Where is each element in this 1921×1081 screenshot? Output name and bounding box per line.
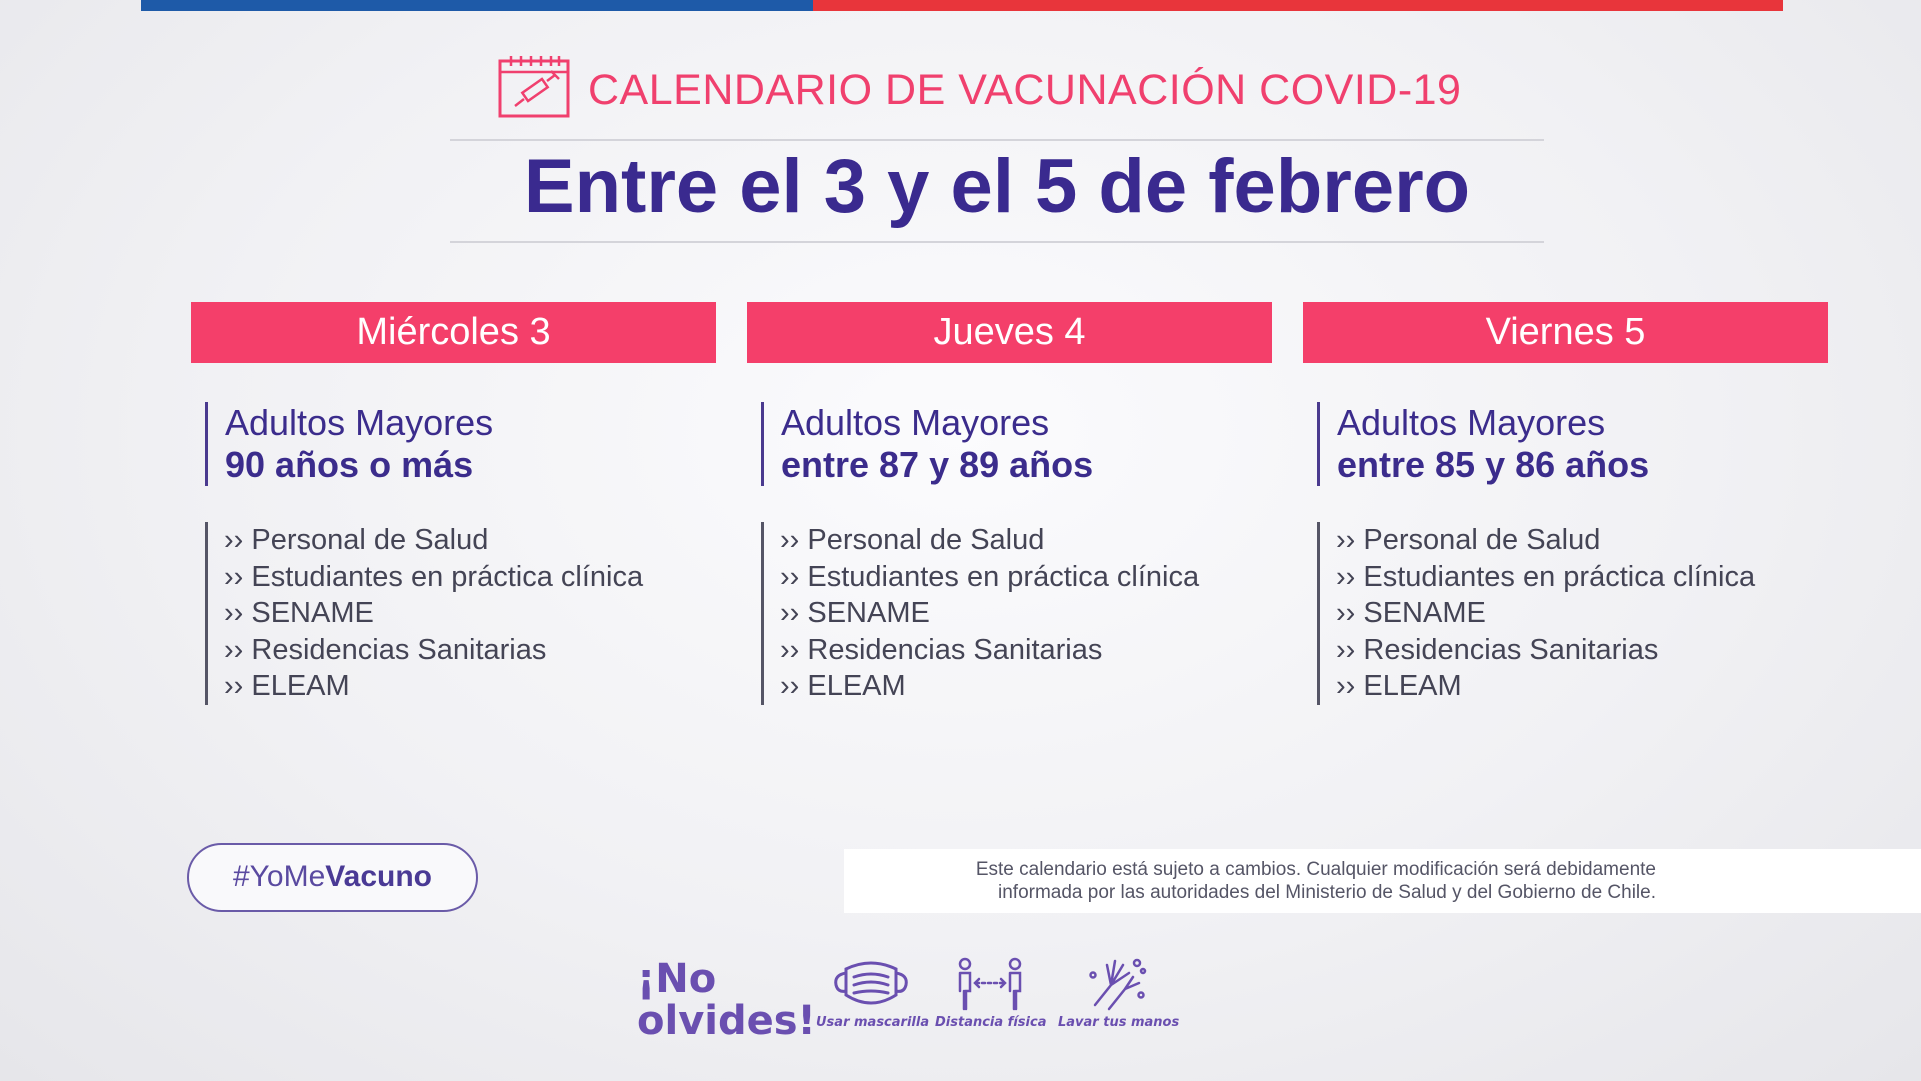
priority-list [1317, 522, 1828, 705]
day-header: Jueves 4 [747, 302, 1272, 363]
group-title: Adultos Mayores [225, 402, 494, 443]
reminder-line: ¡No [637, 956, 717, 1002]
priority-list [761, 522, 1272, 705]
group-age-range: 90 años o más [225, 444, 474, 485]
list-item: ›› Estudiantes en práctica clínica [780, 560, 1200, 593]
list-item: ›› Estudiantes en práctica clínica [224, 560, 644, 593]
tip-label: Distancia física [935, 1015, 1047, 1030]
list-item: ›› Estudiantes en práctica clínica [1336, 560, 1756, 593]
reminder-heading [637, 956, 816, 1044]
group-age-range: entre 87 y 89 años [781, 444, 1094, 485]
list-item: ›› SENAME [224, 597, 374, 629]
reminder-line: olvides! [637, 998, 816, 1044]
physical-distance-icon [954, 955, 1026, 1013]
list-item: ›› ELEAM [224, 670, 350, 702]
group-title: Adultos Mayores [781, 402, 1050, 443]
hand-washing-icon [1085, 955, 1151, 1013]
tip-label: Lavar tus manos [1058, 1015, 1180, 1030]
list-item: ›› Residencias Sanitarias [1336, 633, 1659, 666]
day-header: Miércoles 3 [191, 302, 716, 363]
divider-bottom [450, 241, 1544, 243]
calendar-title: CALENDARIO DE VACUNACIÓN COVID-19 [588, 66, 1462, 114]
priority-list [205, 522, 716, 705]
age-group [761, 402, 1272, 486]
day-header: Viernes 5 [1303, 302, 1828, 363]
list-item: ›› SENAME [780, 597, 930, 629]
group-age-range: entre 85 y 86 años [1337, 444, 1650, 485]
disclaimer-line: Este calendario está sujeto a cambios. Cualquier modificación será debidamente [975, 859, 1656, 880]
divider-top [450, 139, 1544, 141]
age-group [1317, 402, 1828, 486]
hashtag-pill [187, 843, 478, 912]
tip-mask [816, 955, 930, 1030]
tip-handwash [1058, 955, 1178, 1030]
age-group [205, 402, 716, 486]
list-item: ›› Personal de Salud [1336, 524, 1601, 556]
list-item: ›› ELEAM [780, 670, 906, 702]
day-column-wednesday [191, 302, 716, 705]
list-item: ›› Residencias Sanitarias [780, 633, 1103, 666]
date-range-headline: Entre el 3 y el 5 de febrero [523, 144, 1471, 229]
hashtag-prefix: #YoMe [232, 860, 326, 893]
list-item: ›› Residencias Sanitarias [224, 633, 547, 666]
face-mask-icon [832, 955, 910, 1013]
hashtag-bold: Vacuno [325, 860, 432, 893]
list-item: ›› SENAME [1336, 597, 1486, 629]
group-title: Adultos Mayores [1337, 402, 1606, 443]
tip-distance [935, 955, 1045, 1030]
list-item: ›› ELEAM [1336, 670, 1462, 702]
day-column-friday [1303, 302, 1828, 705]
calendar-syringe-icon [497, 53, 571, 119]
day-column-thursday [747, 302, 1272, 705]
flag-stripe-blue [141, 0, 813, 11]
list-item: ›› Personal de Salud [780, 524, 1045, 556]
flag-stripe-red [813, 0, 1783, 11]
tip-label: Usar mascarilla [816, 1015, 930, 1030]
list-item: ›› Personal de Salud [224, 524, 489, 556]
disclaimer-text [860, 858, 1656, 904]
disclaimer-line: informada por las autoridades del Ministerio de Salud y del Gobierno de Chile. [998, 882, 1656, 903]
